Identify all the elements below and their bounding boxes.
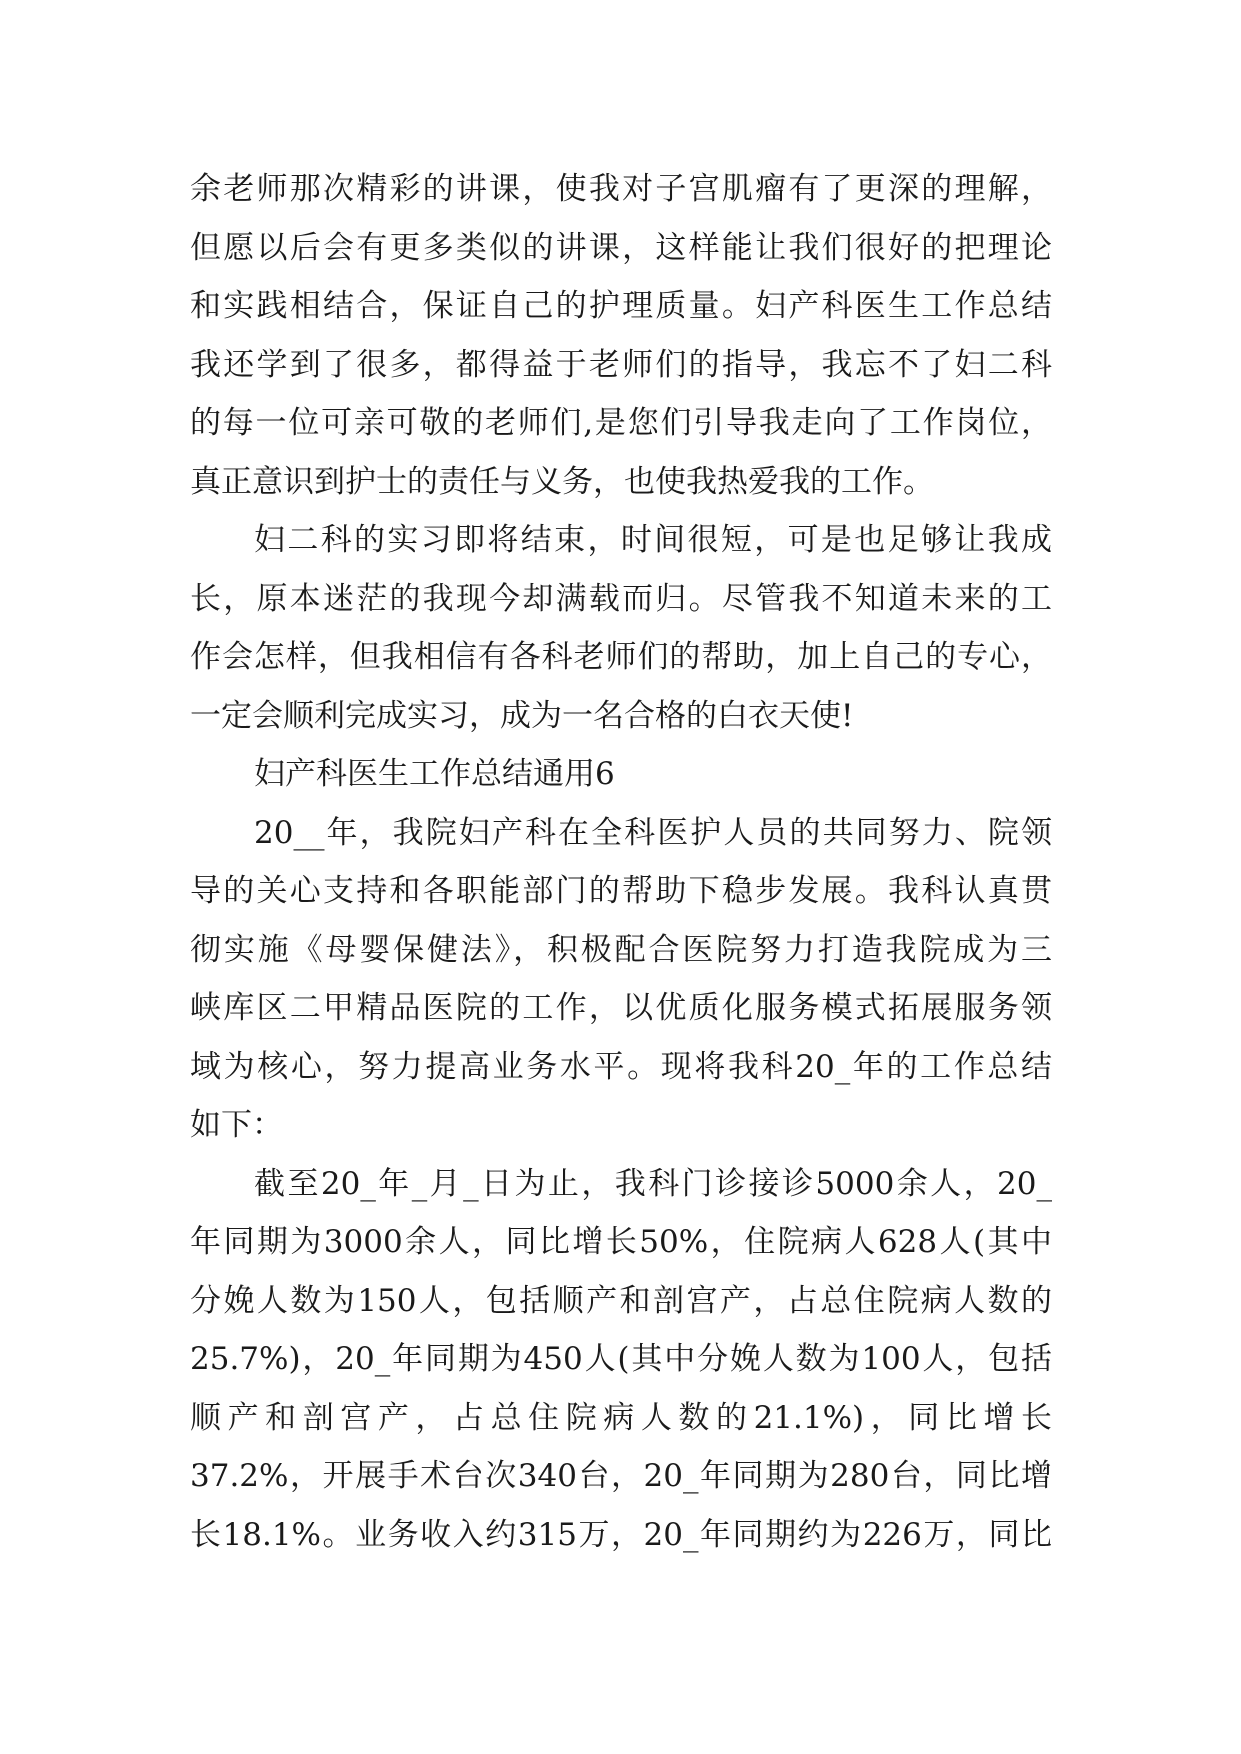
text-line: 截至20_年_月_日为止，我科门诊接诊5000余人，20_ [254, 1165, 1052, 1202]
text-line: 长18.1%。业务收入约315万，20_年同期约为226万，同比 [190, 1516, 1052, 1553]
text-line: 妇二科的实习即将结束，时间很短，可是也足够让我成 [254, 522, 1052, 558]
text-line: 分娩人数为150人，包括顺产和剖宫产，占总住院病人数的 [190, 1282, 1052, 1319]
text-line: 37.2%，开展手术台次340台，20_年同期为280台，同比增 [190, 1458, 1052, 1494]
text-line: 顺产和剖宫产，占总住院病人数的21.1%)，同比增长 [190, 1399, 1052, 1436]
text-line: 一定会顺利完成实习，成为一名合格的白衣天使! [190, 697, 854, 734]
text-line: 峡库区二甲精品医院的工作，以优质化服务模式拓展服务领 [190, 990, 1052, 1026]
text-line: 但愿以后会有更多类似的讲课，这样能让我们很好的把理论 [190, 229, 1052, 266]
text-line: 年同期为3000余人，同比增长50%，住院病人628人(其中 [190, 1224, 1052, 1260]
text-line: 彻实施《母婴保健法》，积极配合医院努力打造我院成为三 [190, 931, 1052, 968]
section-heading: 妇产科医生工作总结通用6 [254, 756, 615, 792]
text-line: 域为核心，努力提高业务水平。现将我科20_年的工作总结 [190, 1048, 1052, 1085]
text-line: 我还学到了很多，都得益于老师们的指导，我忘不了妇二科 [190, 346, 1052, 383]
text-line: 20__年，我院妇产科在全科医护人员的共同努力、院领 [254, 814, 1052, 851]
text-line: 的每一位可亲可敬的老师们,是您们引导我走向了工作岗位， [190, 405, 1052, 441]
document-body [190, 160, 1052, 1564]
text-line: 真正意识到护士的责任与义务，也使我热爱我的工作。 [190, 463, 934, 500]
text-line: 长，原本迷茫的我现今却满载而归。尽管我不知道未来的工 [190, 580, 1052, 617]
text-line: 和实践相结合，保证自己的护理质量。妇产科医生工作总结 [190, 288, 1052, 324]
text-line: 如下： [190, 1107, 283, 1143]
text-line: 导的关心支持和各职能部门的帮助下稳步发展。我科认真贯 [190, 873, 1052, 909]
text-line: 余老师那次精彩的讲课，使我对子宫肌瘤有了更深的理解， [190, 171, 1052, 207]
text-line: 25.7%)，20_年同期为450人(其中分娩人数为100人，包括 [190, 1341, 1052, 1377]
text-line: 作会怎样，但我相信有各科老师们的帮助，加上自己的专心， [190, 639, 1052, 675]
